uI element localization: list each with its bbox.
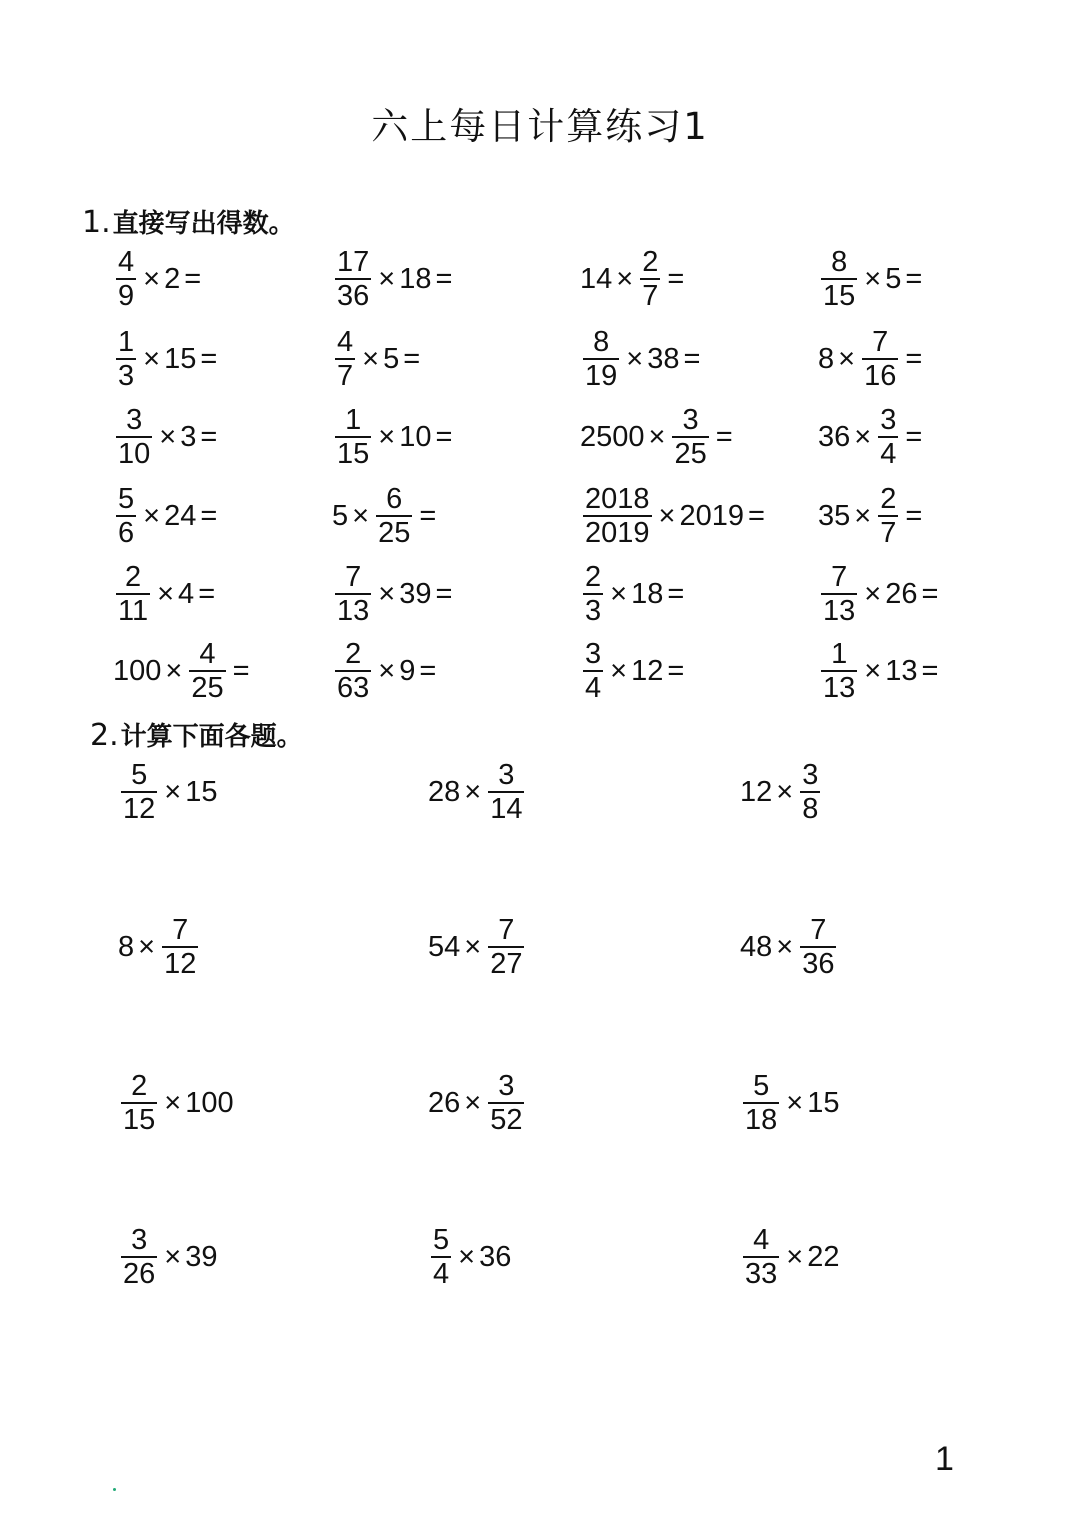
numerator: 5: [118, 483, 135, 515]
times-sign: ×: [464, 775, 482, 808]
times-sign: ×: [157, 577, 175, 610]
fraction: [335, 247, 371, 312]
fraction: [821, 247, 857, 312]
numerator: 5: [753, 1070, 770, 1102]
right-operand: 5: [383, 342, 400, 375]
section-2-problem: [740, 915, 839, 980]
section-2-problem: [118, 1225, 217, 1290]
fraction: [821, 562, 857, 627]
numerator: 2: [131, 1070, 148, 1102]
denominator: 27: [490, 948, 523, 981]
right-operand: 4: [178, 577, 195, 610]
denominator: 4: [880, 438, 897, 471]
stray-mark: [113, 1488, 116, 1491]
left-operand: 5: [332, 499, 349, 532]
section-1-problem: [580, 405, 737, 470]
section-1-problem: [580, 247, 688, 312]
left-operand: 54: [428, 930, 461, 963]
right-operand: 38: [647, 342, 680, 375]
fraction: [488, 760, 524, 825]
right-operand: 100: [185, 1086, 234, 1119]
denominator: 7: [642, 280, 659, 313]
denominator: 26: [123, 1258, 156, 1291]
section-1-problem: [332, 639, 440, 704]
equals-sign: =: [747, 499, 765, 532]
page-title: 六上每日计算练习1: [371, 105, 709, 148]
fraction: [376, 484, 412, 549]
times-sign: ×: [362, 342, 380, 375]
denominator: 63: [337, 672, 370, 705]
times-sign: ×: [610, 654, 628, 687]
section-2-heading: [90, 716, 303, 753]
fraction: [162, 915, 198, 980]
fraction: [800, 760, 820, 825]
left-operand: 12: [740, 775, 773, 808]
section-2-problem: [118, 1071, 234, 1136]
denominator: 52: [490, 1104, 523, 1137]
numerator: 2: [345, 638, 362, 670]
fraction: [800, 915, 836, 980]
times-sign: ×: [626, 342, 644, 375]
times-sign: ×: [648, 420, 666, 453]
times-sign: ×: [864, 577, 882, 610]
fraction: [640, 247, 660, 312]
fraction: [335, 562, 371, 627]
section-1-problem: [113, 484, 221, 549]
right-operand: 39: [185, 1240, 218, 1273]
section-1-problem: [332, 327, 424, 392]
times-sign: ×: [164, 1086, 182, 1119]
equals-sign: =: [715, 420, 733, 453]
numerator: 5: [131, 759, 148, 791]
times-sign: ×: [786, 1240, 804, 1273]
left-operand: 8: [818, 342, 835, 375]
equals-sign: =: [435, 420, 453, 453]
denominator: 25: [674, 438, 707, 471]
numerator: 4: [337, 326, 354, 358]
numerator: 3: [498, 759, 515, 791]
equals-sign: =: [435, 262, 453, 295]
numerator: 3: [802, 759, 819, 791]
right-operand: 36: [479, 1240, 512, 1273]
numerator: 6: [386, 483, 403, 515]
fraction: [821, 639, 857, 704]
fraction: [335, 405, 371, 470]
section-1-problem: [332, 247, 456, 312]
equals-sign: =: [184, 262, 202, 295]
times-sign: ×: [378, 420, 396, 453]
equals-sign: =: [403, 342, 421, 375]
times-sign: ×: [776, 775, 794, 808]
left-operand: 48: [740, 930, 773, 963]
right-operand: 18: [399, 262, 432, 295]
section-2-problem: [740, 1225, 839, 1290]
numerator: 8: [831, 246, 848, 278]
denominator: 15: [123, 1104, 156, 1137]
right-operand: 24: [164, 499, 197, 532]
equals-sign: =: [419, 654, 437, 687]
section-1-problem: [113, 639, 254, 704]
times-sign: ×: [786, 1086, 804, 1119]
numerator: 2018: [585, 483, 650, 515]
times-sign: ×: [378, 654, 396, 687]
right-operand: 26: [885, 577, 918, 610]
times-sign: ×: [854, 499, 872, 532]
numerator: 2: [880, 483, 897, 515]
times-sign: ×: [164, 775, 182, 808]
denominator: 8: [802, 793, 819, 826]
equals-sign: =: [683, 342, 701, 375]
numerator: 7: [872, 326, 889, 358]
right-operand: 9: [399, 654, 416, 687]
numerator: 3: [131, 1224, 148, 1256]
denominator: 15: [337, 438, 370, 471]
fraction: [116, 405, 152, 470]
section-1-problem: [113, 405, 221, 470]
numerator: 7: [831, 561, 848, 593]
denominator: 33: [745, 1258, 778, 1291]
numerator: 3: [126, 404, 143, 436]
times-sign: ×: [854, 420, 872, 453]
fraction: [878, 484, 898, 549]
equals-sign: =: [905, 262, 923, 295]
left-operand: 36: [818, 420, 851, 453]
fraction: [121, 1225, 157, 1290]
times-sign: ×: [610, 577, 628, 610]
denominator: 36: [802, 948, 835, 981]
section-2-problem: [428, 915, 527, 980]
denominator: 4: [433, 1258, 450, 1291]
fraction: [189, 639, 225, 704]
numerator: 2: [124, 561, 142, 593]
section-1-problem: [818, 327, 926, 392]
denominator: 25: [191, 672, 224, 705]
times-sign: ×: [165, 654, 183, 687]
section-1-problem: [580, 562, 688, 627]
equals-sign: =: [198, 577, 216, 610]
denominator: 16: [864, 360, 897, 393]
fraction: [878, 405, 898, 470]
times-sign: ×: [143, 499, 161, 532]
denominator: 2019: [585, 517, 650, 550]
fraction: [583, 562, 603, 627]
fraction: [116, 484, 136, 549]
numerator: 2: [642, 246, 659, 278]
left-operand: 26: [428, 1086, 461, 1119]
times-sign: ×: [378, 262, 396, 295]
numerator: 2: [585, 561, 602, 593]
denominator: 7: [337, 360, 354, 393]
denominator: 6: [118, 517, 135, 550]
left-operand: 35: [818, 499, 851, 532]
denominator: 3: [585, 595, 602, 628]
section-1-text: 直接写出得数。: [112, 209, 295, 239]
numerator: 4: [753, 1224, 770, 1256]
left-operand: 28: [428, 775, 461, 808]
numerator: 3: [880, 404, 897, 436]
equals-sign: =: [921, 654, 939, 687]
section-1-number: 1.: [82, 205, 111, 240]
section-2-problem: [118, 915, 201, 980]
times-sign: ×: [464, 930, 482, 963]
denominator: 19: [585, 360, 618, 393]
denominator: 13: [337, 595, 370, 628]
right-operand: 13: [885, 654, 918, 687]
section-1-problem: [818, 405, 926, 470]
fraction: [583, 639, 603, 704]
right-operand: 2019: [679, 499, 744, 532]
denominator: 13: [823, 672, 856, 705]
section-1-problem: [580, 327, 704, 392]
numerator: 7: [172, 914, 189, 946]
times-sign: ×: [164, 1240, 182, 1273]
denominator: 14: [490, 793, 523, 826]
fraction: [335, 327, 355, 392]
left-operand: 100: [113, 654, 162, 687]
fraction: [862, 327, 898, 392]
right-operand: 39: [399, 577, 432, 610]
section-1-problem: [113, 247, 205, 312]
page-number: 1: [935, 1440, 954, 1478]
times-sign: ×: [138, 930, 156, 963]
numerator: 7: [498, 914, 515, 946]
section-1-problem: [332, 562, 456, 627]
right-operand: 15: [185, 775, 218, 808]
section-2-problem: [428, 1071, 527, 1136]
times-sign: ×: [352, 499, 370, 532]
numerator: 8: [593, 326, 610, 358]
denominator: 4: [585, 672, 602, 705]
section-2-problem: [428, 1225, 511, 1290]
times-sign: ×: [159, 420, 177, 453]
right-operand: 3: [180, 420, 197, 453]
times-sign: ×: [864, 262, 882, 295]
numerator: 1: [345, 404, 362, 436]
right-operand: 15: [807, 1086, 840, 1119]
numerator: 1: [118, 326, 135, 358]
denominator: 12: [164, 948, 197, 981]
right-operand: 22: [807, 1240, 840, 1273]
section-1-problem: [818, 639, 942, 704]
left-operand: 8: [118, 930, 135, 963]
equals-sign: =: [905, 420, 923, 453]
numerator: 5: [433, 1224, 450, 1256]
equals-sign: =: [200, 420, 218, 453]
right-operand: 12: [631, 654, 664, 687]
equals-sign: =: [200, 499, 218, 532]
denominator: 12: [123, 793, 156, 826]
right-operand: 5: [885, 262, 902, 295]
equals-sign: =: [667, 577, 685, 610]
fraction: [121, 1071, 157, 1136]
times-sign: ×: [616, 262, 634, 295]
equals-sign: =: [667, 262, 685, 295]
denominator: 11: [118, 595, 149, 628]
left-operand: 14: [580, 262, 613, 295]
fraction: [488, 1071, 524, 1136]
times-sign: ×: [378, 577, 396, 610]
section-1-heading: [82, 203, 295, 240]
equals-sign: =: [200, 342, 218, 375]
section-1-problem: [113, 327, 221, 392]
equals-sign: =: [667, 654, 685, 687]
fraction: [743, 1225, 779, 1290]
times-sign: ×: [776, 930, 794, 963]
times-sign: ×: [864, 654, 882, 687]
right-operand: 18: [631, 577, 664, 610]
section-1-problem: [580, 639, 688, 704]
right-operand: 2: [164, 262, 181, 295]
section-1-problem: [818, 247, 926, 312]
fraction: [743, 1071, 779, 1136]
times-sign: ×: [143, 262, 161, 295]
fraction: [116, 562, 150, 627]
section-1-problem: [818, 484, 926, 549]
section-2-text: 计算下面各题。: [120, 722, 303, 752]
fraction: [488, 915, 524, 980]
numerator: 7: [345, 561, 362, 593]
section-2-problem: [740, 760, 823, 825]
times-sign: ×: [458, 1240, 476, 1273]
fraction: [431, 1225, 451, 1290]
times-sign: ×: [464, 1086, 482, 1119]
section-2-problem: [740, 1071, 839, 1136]
numerator: 1: [831, 638, 848, 670]
denominator: 3: [118, 360, 135, 393]
fraction: [583, 327, 619, 392]
section-1-problem: [580, 484, 769, 549]
equals-sign: =: [419, 499, 437, 532]
times-sign: ×: [658, 499, 676, 532]
section-1-problem: [332, 484, 440, 549]
numerator: 17: [337, 246, 370, 278]
fraction: [116, 247, 136, 312]
denominator: 15: [823, 280, 856, 313]
left-operand: 2500: [580, 420, 645, 453]
equals-sign: =: [905, 499, 923, 532]
denominator: 10: [118, 438, 151, 471]
section-2-problem: [118, 760, 217, 825]
numerator: 3: [498, 1070, 515, 1102]
denominator: 7: [880, 517, 897, 550]
times-sign: ×: [838, 342, 856, 375]
fraction: [116, 327, 136, 392]
numerator: 4: [199, 638, 216, 670]
section-1-problem: [818, 562, 942, 627]
equals-sign: =: [232, 654, 250, 687]
section-2-number: 2.: [90, 718, 119, 753]
equals-sign: =: [435, 577, 453, 610]
numerator: 3: [585, 638, 602, 670]
section-2-problem: [428, 760, 527, 825]
section-1-problem: [113, 562, 219, 627]
denominator: 25: [378, 517, 411, 550]
right-operand: 15: [164, 342, 197, 375]
denominator: 18: [745, 1104, 778, 1137]
denominator: 36: [337, 280, 370, 313]
equals-sign: =: [921, 577, 939, 610]
numerator: 7: [810, 914, 827, 946]
fraction: [121, 760, 157, 825]
numerator: 3: [682, 404, 699, 436]
times-sign: ×: [143, 342, 161, 375]
denominator: 9: [118, 280, 135, 313]
denominator: 13: [823, 595, 856, 628]
right-operand: 10: [399, 420, 432, 453]
fraction: [335, 639, 371, 704]
equals-sign: =: [905, 342, 923, 375]
fraction: [672, 405, 708, 470]
section-1-problem: [332, 405, 456, 470]
fraction: [583, 484, 652, 549]
numerator: 4: [118, 246, 135, 278]
